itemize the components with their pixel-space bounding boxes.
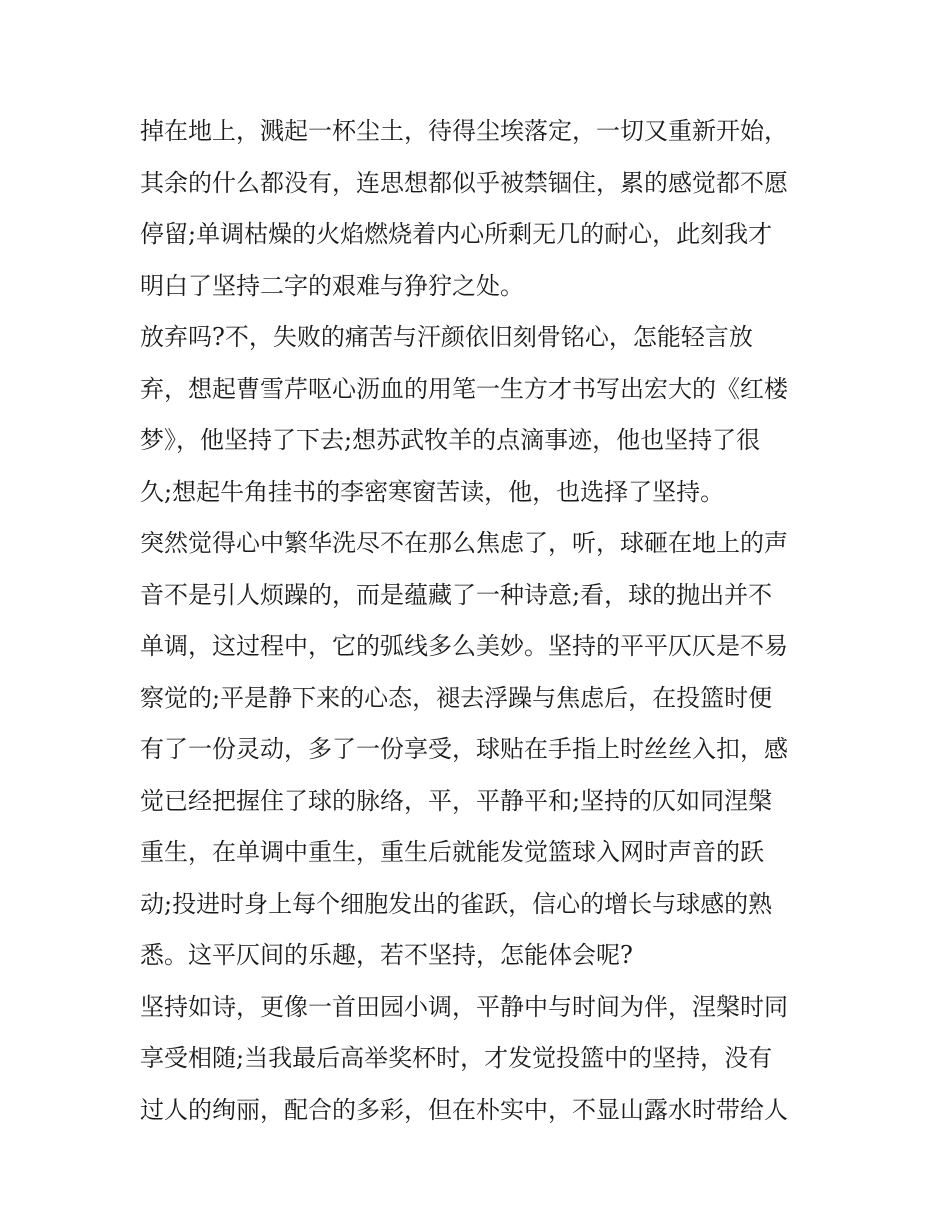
text-line-8: 久;想起牛角挂书的李密寒窗苦读，他，也选择了坚持。 [140, 477, 725, 506]
text-line-14: 觉已经把握住了球的脉络，平，平静平和;坚持的仄如同涅槃 [140, 786, 773, 815]
text-line-12: 察觉的;平是静下来的心态，褪去浮躁与焦虑后，在投篮时便 [140, 683, 773, 712]
text-line-10: 音不是引人烦躁的，而是蕴藏了一种诗意;看，球的抛出并不 [140, 580, 773, 609]
text-line-15: 重生，在单调中重生，重生后就能发觉篮球入网时声音的跃 [140, 838, 764, 866]
text-line-6: 弃，想起曹雪芹呕心沥血的用笔一生方才书写出宏大的《红楼 [140, 374, 788, 403]
text-line-4: 明白了坚持二字的艰难与狰狞之处。 [140, 271, 524, 300]
text-line-18: 坚持如诗，更像一首田园小调，平静中与时间为伴，涅槃时同 [140, 992, 788, 1021]
text-line-16: 动;投进时身上每个细胞发出的雀跃，信心的增长与球感的熟 [140, 889, 773, 918]
text-line-19: 享受相随;当我最后高举奖杯时，才发觉投篮中的坚持，没有 [140, 1044, 773, 1072]
text-line-1: 掉在地上，溅起一杯尘土，待得尘埃落定，一切又重新开始， [140, 117, 788, 145]
text-line-13: 有了一份灵动，多了一份享受，球贴在手指上时丝丝入扣，感 [140, 735, 788, 763]
text-line-5: 放弃吗?不，失败的痛苦与汗颜依旧刻骨铭心，怎能轻言放 [140, 323, 753, 351]
text-line-20: 过人的绚丽，配合的多彩，但在朴实中，不显山露水时带给人 [140, 1095, 788, 1124]
text-line-3: 停留;单调枯燥的火焰燃烧着内心所剩无几的耐心，此刻我才 [140, 220, 773, 248]
essay-body [140, 106, 820, 1136]
text-line-11: 单调，这过程中，它的弧线多么美妙。坚持的平平仄仄是不易 [140, 632, 788, 660]
text-line-7: 梦》，他坚持了下去;想苏武牧羊的点滴事迹，他也坚持了很 [140, 426, 761, 454]
text-line-9: 突然觉得心中繁华洗尽不在那么焦虑了，听，球砸在地上的声 [140, 529, 788, 557]
text-line-17: 悉。这平仄间的乐趣，若不坚持，怎能体会呢? [140, 941, 633, 969]
text-line-2: 其余的什么都没有，连思想都似乎被禁锢住，累的感觉都不愿 [140, 168, 788, 197]
